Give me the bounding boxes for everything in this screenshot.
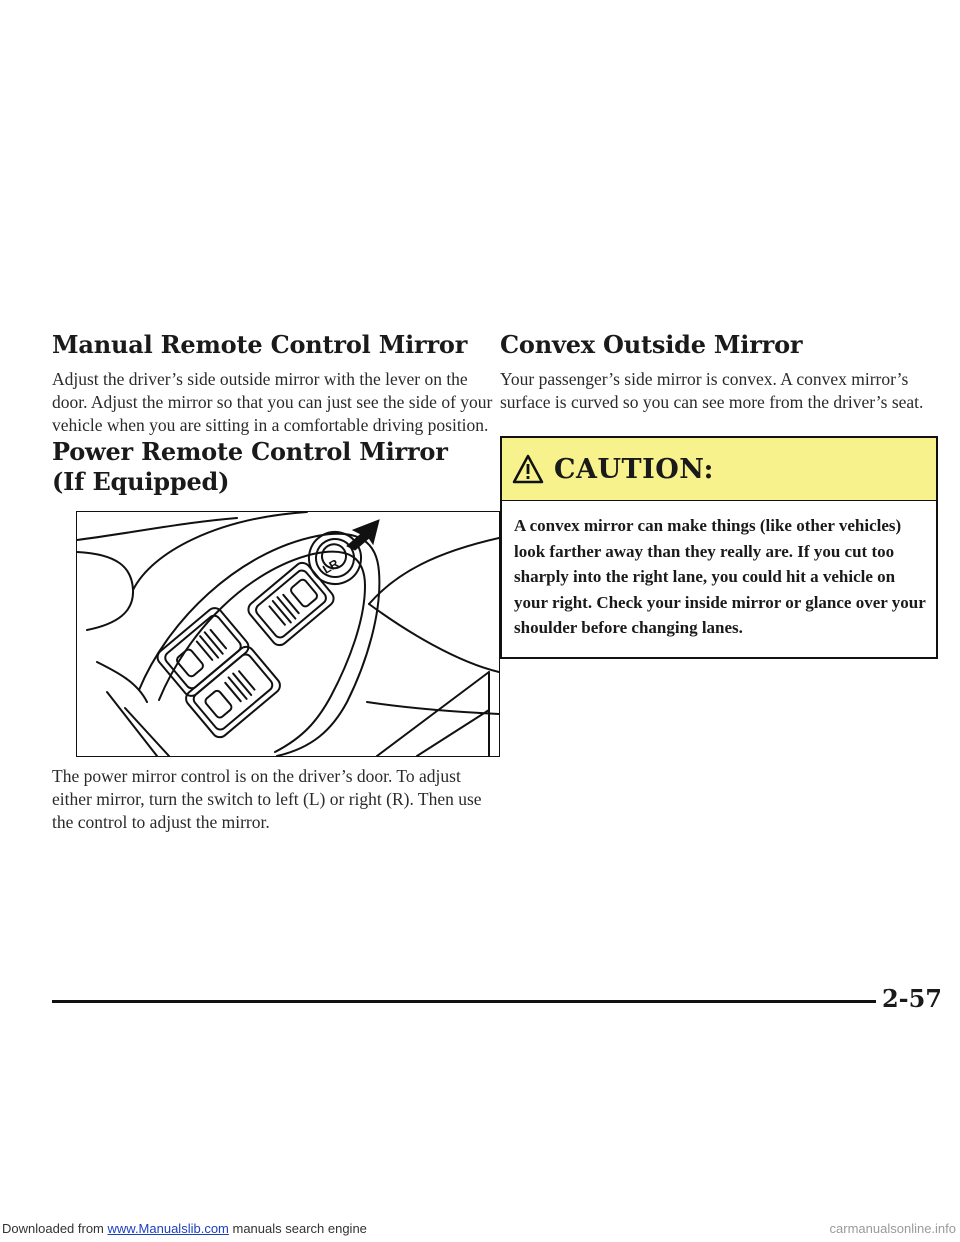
- caution-box: [500, 436, 938, 659]
- switch-lr-label: LR: [320, 556, 342, 577]
- footer-suffix: manuals search engine: [228, 1221, 367, 1236]
- left-column: [52, 330, 500, 834]
- power-heading-line2: (If Equipped): [52, 467, 230, 496]
- caution-title: CAUTION:: [554, 453, 714, 485]
- manual-mirror-body: Adjust the driver’s side outside mirror with the lever on the door. Adjust the mirror so that you can just see the side of your vehicle when you are sitting in a comfortable driving position.: [52, 369, 493, 435]
- power-mirror-heading: [52, 437, 500, 497]
- convex-mirror-heading: Convex Outside Mirror: [500, 330, 803, 359]
- caution-header: [502, 438, 936, 501]
- convex-mirror-body: Your passenger’s side mirror is convex. A convex mirror’s surface is curved so you can see more from the driver’s seat.: [500, 369, 924, 412]
- manual-mirror-heading: Manual Remote Control Mirror: [52, 330, 468, 359]
- power-heading-line1: Power Remote Control Mirror: [52, 437, 448, 466]
- warning-triangle-icon: [512, 454, 544, 484]
- page-number: 2-57: [881, 984, 942, 1013]
- door-switch-illustration: [76, 511, 500, 757]
- page-divider: [52, 1000, 876, 1003]
- caution-text: A convex mirror can make things (like other vehicles) look farther away than they really are. If you cut too sharply into the right lane, you could hit a vehicle on your right. Check your inside mirror or glance over your shoulder before changing lanes.: [514, 516, 926, 637]
- door-panel-drawing: [77, 512, 499, 756]
- download-notice: [2, 1221, 367, 1236]
- watermark: carmanualsonline.info: [829, 1221, 956, 1236]
- footer-prefix: Downloaded from: [2, 1221, 108, 1236]
- right-column: [500, 330, 940, 659]
- figure-caption: The power mirror control is on the driver’s door. To adjust either mirror, turn the switch to left (L) or right (R). Then use the control to adjust the mirror.: [52, 766, 482, 832]
- manualslib-link[interactable]: www.Manualslib.com: [107, 1221, 229, 1236]
